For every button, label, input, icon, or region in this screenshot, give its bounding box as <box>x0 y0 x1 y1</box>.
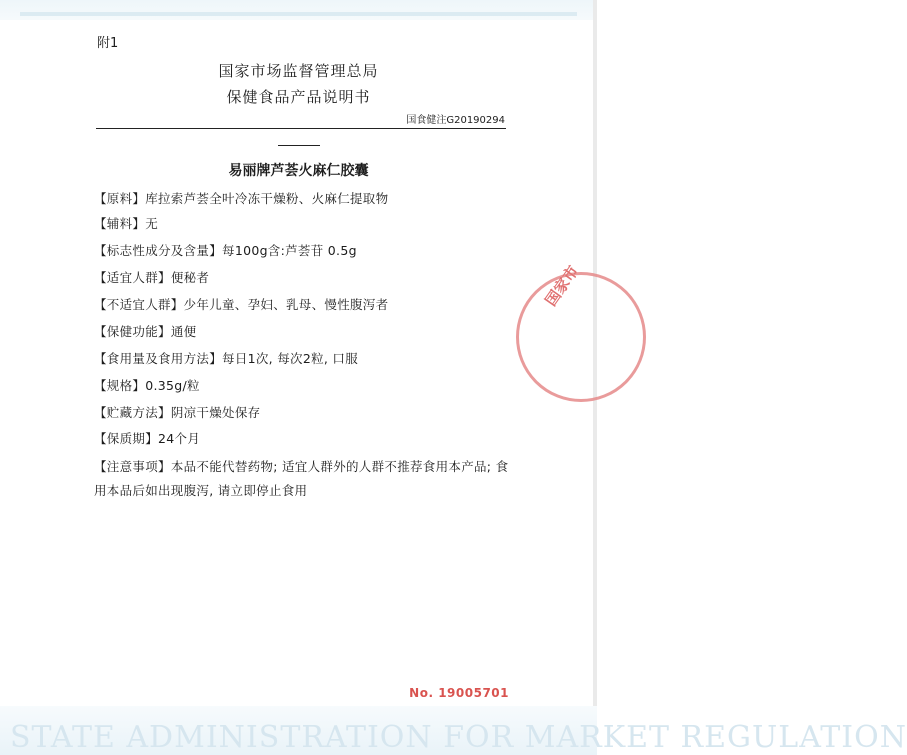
field-ingredients <box>94 189 388 207</box>
field-dosage <box>94 349 358 367</box>
field-value: 通便 <box>170 324 197 339</box>
field-unsuitable-population <box>94 295 388 313</box>
field-label: 【标志性成分及含量】 <box>94 243 223 258</box>
field-label: 【规格】 <box>94 378 146 393</box>
product-name: 易丽牌芦荟火麻仁胶囊 <box>228 163 369 179</box>
field-marker-content <box>94 241 357 259</box>
bottom-security-band <box>0 706 907 755</box>
top-security-band <box>0 0 597 20</box>
annex-label: 附1 <box>97 36 119 51</box>
footer-watermark: STATE ADMINISTRATION FOR MARKET REGULATION <box>10 720 907 755</box>
field-label: 【保健功能】 <box>94 324 171 339</box>
field-value: 无 <box>145 216 159 231</box>
field-value: 24个月 <box>158 431 201 446</box>
issuing-authority: 国家市场监督管理总局 <box>218 62 379 80</box>
field-specification <box>94 376 200 394</box>
field-value: 库拉索芦荟全叶冷冻干燥粉、火麻仁提取物 <box>145 191 389 206</box>
field-storage <box>94 403 260 421</box>
official-seal <box>516 272 646 402</box>
header-rule <box>96 128 506 129</box>
field-health-function <box>94 322 196 340</box>
field-label: 【注意事项】 <box>94 459 171 474</box>
field-label: 【食用量及食用方法】 <box>94 351 223 366</box>
top-band-line <box>20 12 577 16</box>
field-value: 阴凉干燥处保存 <box>170 405 261 420</box>
document-title: 保健食品产品说明书 <box>226 88 371 106</box>
field-value: 少年儿童、孕妇、乳母、慢性腹泻者 <box>183 297 389 312</box>
field-label: 【原料】 <box>94 191 146 206</box>
field-value: 0.35g/粒 <box>145 378 200 393</box>
title-divider <box>278 145 320 146</box>
field-precautions <box>94 455 514 503</box>
field-excipients <box>94 214 158 232</box>
field-value: 每日1次, 每次2粒, 口服 <box>222 351 359 366</box>
field-value: 便秘者 <box>170 270 210 285</box>
field-label: 【保质期】 <box>94 431 159 446</box>
seal-text: 国家市 <box>541 262 583 310</box>
field-suitable-population <box>94 268 209 286</box>
field-shelf-life <box>94 429 200 447</box>
field-label: 【贮藏方法】 <box>94 405 171 420</box>
field-label: 【适宜人群】 <box>94 270 171 285</box>
serial-number: No. 19005701 <box>409 686 509 700</box>
field-label: 【辅料】 <box>94 216 146 231</box>
registration-number: 国食健注G20190294 <box>406 115 505 126</box>
field-label: 【不适宜人群】 <box>94 297 184 312</box>
field-value: 每100g含:芦荟苷 0.5g <box>222 243 357 258</box>
field-value: 本品不能代替药物; 适宜人群外的人群不推荐食用本产品; 食用本品后如出现腹泻, 请立即停止食用 <box>94 459 509 498</box>
